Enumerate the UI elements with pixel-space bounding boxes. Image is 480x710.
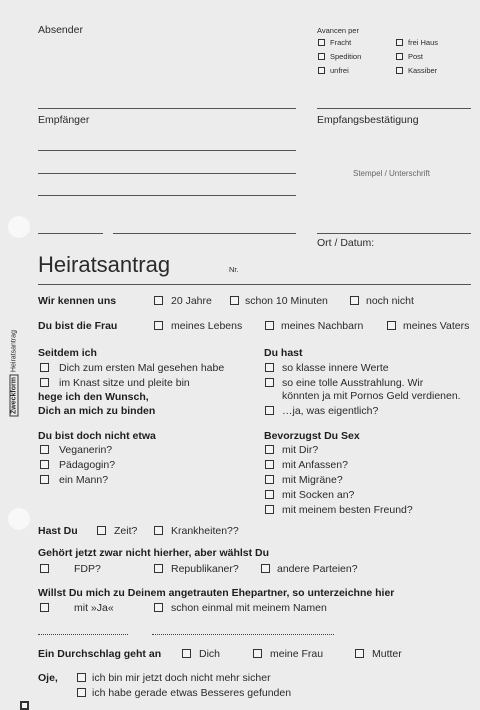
q6-option-checkbox[interactable] — [265, 475, 274, 484]
q2-label: Du bist die Frau — [38, 320, 118, 332]
q8-option-checkbox[interactable] — [261, 564, 270, 573]
sender-label: Absender — [38, 24, 83, 36]
q7-label: Hast Du — [38, 525, 78, 537]
recipient-line-4 — [113, 233, 296, 234]
receipt-line — [317, 233, 471, 234]
recipient-line-2 — [38, 173, 296, 174]
brand-logo: Zweckform — [10, 374, 19, 417]
q8-option-label: Republikaner? — [171, 563, 239, 575]
shipping-unfrei-checkbox[interactable] — [318, 67, 325, 74]
q2-option-checkbox[interactable] — [154, 321, 163, 330]
title-underline — [38, 284, 471, 285]
place-date-label: Ort / Datum: — [317, 237, 375, 249]
recipient-line-short — [38, 233, 103, 234]
q10-label: Ein Durchschlag geht an — [38, 648, 162, 660]
signature-name-line[interactable] — [152, 634, 334, 635]
q1-option-label: noch nicht — [366, 295, 414, 307]
signature-ja-line[interactable] — [38, 634, 128, 635]
q6-option-label: mit Migräne? — [282, 474, 343, 486]
shipping-option-label: Spedition — [330, 52, 362, 61]
q9-option-checkbox[interactable] — [154, 603, 163, 612]
q2-option-label: meines Nachbarn — [281, 320, 364, 332]
shipping-spedition-checkbox[interactable] — [318, 53, 325, 60]
q8-option-label: FDP? — [74, 563, 101, 575]
q7-option-label: Zeit? — [114, 525, 138, 537]
shipping-option-label: Fracht — [330, 38, 352, 47]
q5-label: Du bist doch nicht etwa — [38, 430, 156, 442]
shipping-option-label: Post — [408, 52, 424, 61]
q6-option-label: mit meinem besten Freund? — [282, 504, 413, 516]
q8-option-label: andere Parteien? — [277, 563, 358, 575]
q6-label: Bevorzugst Du Sex — [264, 430, 360, 442]
q11-option-label: ich bin mir jetzt doch nicht mehr sicher — [92, 672, 271, 684]
receipt-label: Empfangsbestätigung — [317, 114, 419, 126]
q6-option-label: mit Socken an? — [282, 489, 355, 501]
q4-option-label: so klasse innere Werte — [282, 362, 389, 374]
q5-option-label: ein Mann? — [59, 474, 109, 486]
q6-option-checkbox[interactable] — [265, 490, 274, 499]
q9-option-label: mit »Ja« — [74, 602, 114, 614]
q8-label: Gehört jetzt zwar nicht hierher, aber wählst Du — [38, 547, 270, 559]
q3-conclusion-line1: hege ich den Wunsch, — [38, 391, 149, 403]
shipping-title: Avancen per — [317, 26, 359, 35]
q10-option-checkbox[interactable] — [182, 649, 191, 658]
q1-option-label: 20 Jahre — [171, 295, 212, 307]
q5-option-checkbox[interactable] — [40, 445, 49, 454]
q3-option-label: im Knast sitze und pleite bin — [59, 377, 190, 389]
q4-option-label: so eine tolle Ausstrahlung. Wir — [282, 377, 424, 389]
shipping-option-label: Kassiber — [408, 66, 438, 75]
q3-conclusion-line2: Dich an mich zu binden — [38, 405, 156, 417]
punch-hole — [8, 508, 30, 530]
q3-option-checkbox[interactable] — [40, 363, 49, 372]
side-label-text: Heiratsantrag — [10, 330, 18, 373]
shipping-option-label: unfrei — [330, 66, 349, 75]
q2-option-label: meines Vaters — [403, 320, 470, 332]
recipient-label: Empfänger — [38, 114, 90, 126]
q11-label: Oje, — [38, 672, 58, 684]
recipient-line-3 — [38, 195, 296, 196]
q4-option-checkbox[interactable] — [265, 363, 274, 372]
q6-option-label: mit Anfassen? — [282, 459, 348, 471]
q9-option-checkbox[interactable] — [40, 603, 49, 612]
q11-option-checkbox[interactable] — [77, 688, 86, 697]
q5-option-label: Pädagogin? — [59, 459, 116, 471]
q6-option-checkbox[interactable] — [265, 460, 274, 469]
q5-option-checkbox[interactable] — [40, 460, 49, 469]
q2-option-checkbox[interactable] — [387, 321, 396, 330]
shipping-kassiber-checkbox[interactable] — [396, 67, 403, 74]
q6-option-checkbox[interactable] — [265, 445, 274, 454]
q10-option-label: Dich — [199, 648, 221, 660]
q4-option-label: …ja, was eigentlich? — [282, 405, 379, 417]
q1-option-checkbox[interactable] — [230, 296, 239, 305]
q9-option-label: schon einmal mit meinem Namen — [171, 602, 327, 614]
q8-option-checkbox[interactable] — [40, 564, 49, 573]
q10-option-checkbox[interactable] — [253, 649, 262, 658]
recipient-line-1 — [38, 150, 296, 151]
shipping-frei-haus-checkbox[interactable] — [396, 39, 403, 46]
q5-option-checkbox[interactable] — [40, 475, 49, 484]
stamp-signature-label: Stempel / Unterschrift — [353, 169, 430, 178]
q6-option-label: mit Dir? — [282, 444, 319, 456]
q1-option-checkbox[interactable] — [350, 296, 359, 305]
bottom-cutoff-checkbox — [20, 701, 29, 710]
sender-line — [38, 108, 296, 109]
q4-option-label-cont: könnten ja mit Pornos Geld verdienen. — [282, 390, 461, 402]
q1-option-checkbox[interactable] — [154, 296, 163, 305]
q2-option-label: meines Lebens — [171, 320, 243, 332]
q1-label: Wir kennen uns — [38, 295, 117, 307]
q11-option-label: ich habe gerade etwas Besseres gefunden — [92, 687, 292, 699]
q6-option-checkbox[interactable] — [265, 505, 274, 514]
q2-option-checkbox[interactable] — [265, 321, 274, 330]
form-title: Heiratsantrag — [38, 252, 171, 277]
q7-option-label: Krankheiten?? — [171, 525, 239, 537]
q9-label: Willst Du mich zu Deinem angetrauten Ehepartner, so unterzeichne hier — [38, 587, 395, 599]
shipping-line — [317, 108, 471, 109]
q3-option-checkbox[interactable] — [40, 378, 49, 387]
q11-option-checkbox[interactable] — [77, 673, 86, 682]
q10-option-checkbox[interactable] — [355, 649, 364, 658]
q8-option-checkbox[interactable] — [154, 564, 163, 573]
q3-label: Seitdem ich — [38, 347, 97, 359]
shipping-option-label: frei Haus — [408, 38, 439, 47]
q4-label: Du hast — [264, 347, 303, 359]
q4-option-checkbox[interactable] — [265, 378, 274, 387]
q1-option-label: schon 10 Minuten — [245, 295, 328, 307]
q7-option-checkbox[interactable] — [154, 526, 163, 535]
nr-label: Nr. — [229, 265, 239, 274]
q5-option-label: Veganerin? — [59, 444, 113, 456]
q7-option-checkbox[interactable] — [97, 526, 106, 535]
shipping-fracht-checkbox[interactable] — [318, 39, 325, 46]
punch-hole — [8, 216, 30, 238]
shipping-post-checkbox[interactable] — [396, 53, 403, 60]
q10-option-label: meine Frau — [270, 648, 324, 660]
q10-option-label: Mutter — [372, 648, 402, 660]
q4-option-checkbox[interactable] — [265, 406, 274, 415]
side-label — [9, 325, 19, 429]
q3-option-label: Dich zum ersten Mal gesehen habe — [59, 362, 225, 374]
